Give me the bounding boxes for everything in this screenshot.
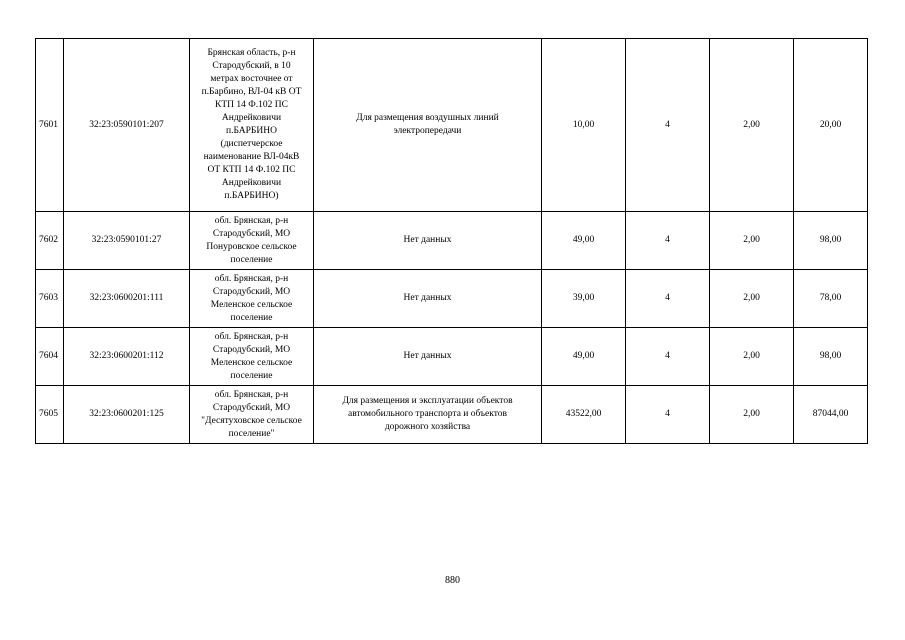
table-row xyxy=(36,328,868,386)
table-row xyxy=(36,39,868,212)
purpose: Нет данных xyxy=(314,212,542,270)
land-plots-table xyxy=(35,38,868,444)
coefficient: 4 xyxy=(626,386,710,444)
total: 78,00 xyxy=(794,270,868,328)
total: 20,00 xyxy=(794,39,868,212)
purpose: Для размещения воздушных линий электропередачи xyxy=(314,39,542,212)
coefficient: 4 xyxy=(626,39,710,212)
rate: 2,00 xyxy=(710,270,794,328)
page-number: 880 xyxy=(445,575,460,586)
purpose: Нет данных xyxy=(314,328,542,386)
purpose: Нет данных xyxy=(314,270,542,328)
address: обл. Брянская, р-н Стародубский, МО "Десятуховское сельское поселение" xyxy=(190,386,314,444)
coefficient: 4 xyxy=(626,328,710,386)
cadastral-number: 32:23:0590101:27 xyxy=(64,212,190,270)
address: обл. Брянская, р-н Стародубский, МО Меленское сельское поселение xyxy=(190,328,314,386)
rate: 2,00 xyxy=(710,328,794,386)
total: 98,00 xyxy=(794,212,868,270)
area: 43522,00 xyxy=(542,386,626,444)
total: 87044,00 xyxy=(794,386,868,444)
cadastral-number: 32:23:0600201:112 xyxy=(64,328,190,386)
area: 49,00 xyxy=(542,328,626,386)
coefficient: 4 xyxy=(626,270,710,328)
row-number: 7604 xyxy=(36,328,64,386)
address: обл. Брянская, р-н Стародубский, МО Понуровское сельское поселение xyxy=(190,212,314,270)
cadastral-number: 32:23:0590101:207 xyxy=(64,39,190,212)
purpose: Для размещения и эксплуатации объектов автомобильного транспорта и объектов дорожного хозяйства xyxy=(314,386,542,444)
total: 98,00 xyxy=(794,328,868,386)
area: 49,00 xyxy=(542,212,626,270)
row-number: 7601 xyxy=(36,39,64,212)
row-number: 7605 xyxy=(36,386,64,444)
table-row xyxy=(36,386,868,444)
rate: 2,00 xyxy=(710,39,794,212)
area: 10,00 xyxy=(542,39,626,212)
row-number: 7602 xyxy=(36,212,64,270)
address: обл. Брянская, р-н Стародубский, МО Меленское сельское поселение xyxy=(190,270,314,328)
cadastral-number: 32:23:0600201:125 xyxy=(64,386,190,444)
address: Брянская область, р-н Стародубский, в 10 метрах восточнее от п.Барбино, ВЛ-04 кВ ОТ КТП 14 Ф.102 ПС Андрейковичи п.БАРБИНО (диспетчерское наименование ВЛ-04кВ ОТ КТП 14 Ф.102 ПС Андрейковичи п.БАРБИНО) xyxy=(190,39,314,212)
row-number: 7603 xyxy=(36,270,64,328)
cadastral-number: 32:23:0600201:111 xyxy=(64,270,190,328)
area: 39,00 xyxy=(542,270,626,328)
table-row xyxy=(36,212,868,270)
rate: 2,00 xyxy=(710,212,794,270)
table-row xyxy=(36,270,868,328)
rate: 2,00 xyxy=(710,386,794,444)
coefficient: 4 xyxy=(626,212,710,270)
